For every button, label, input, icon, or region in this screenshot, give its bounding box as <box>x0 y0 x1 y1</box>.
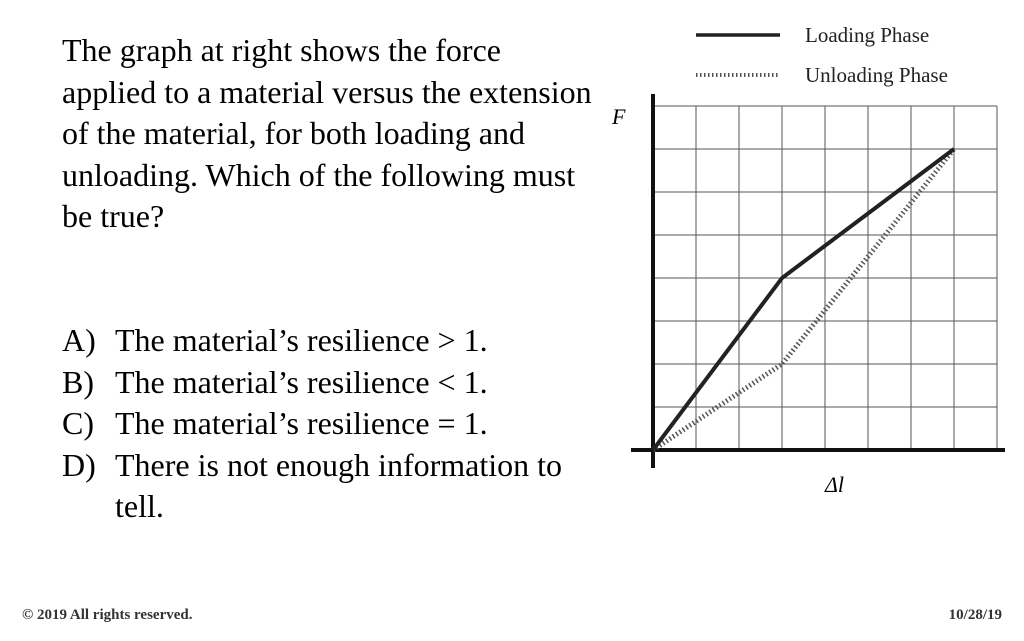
choice-letter: C) <box>62 405 94 441</box>
x-axis-label: Δl <box>825 472 845 497</box>
choice-letter: D) <box>62 446 96 483</box>
chart-legend <box>696 23 948 87</box>
force-extension-chart <box>600 10 1010 510</box>
chart-series <box>653 149 954 450</box>
choice-text: There is not enough information to tell. <box>115 446 563 524</box>
slide-date: 10/28/19 <box>948 607 1002 623</box>
answer-choices <box>62 320 592 528</box>
chart-axes <box>631 94 1005 468</box>
choice-letter: B) <box>62 363 94 400</box>
unloading-phase-legend-label: Unloading Phase <box>805 63 948 87</box>
choice-b[interactable] <box>62 362 592 404</box>
choice-d[interactable] <box>62 445 592 528</box>
y-axis-label: F <box>612 104 626 129</box>
choice-c[interactable] <box>62 403 592 445</box>
loading-phase-legend-label: Loading Phase <box>805 23 930 47</box>
choice-letter: A) <box>62 322 96 358</box>
choice-a[interactable] <box>62 320 592 362</box>
choice-text: The material’s resilience < 1. <box>115 363 488 400</box>
loading-phase-line <box>653 149 954 450</box>
choice-text: The material’s resilience > 1. <box>115 322 488 358</box>
question-text: The graph at right shows the force applied to a material versus the extension of the material, for both loading and unloading. Which of the following must be true? <box>62 32 592 234</box>
copyright-notice: © 2019 All rights reserved. <box>22 607 193 623</box>
unloading-phase-line <box>653 149 954 450</box>
choice-text: The material’s resilience = 1. <box>115 405 488 441</box>
